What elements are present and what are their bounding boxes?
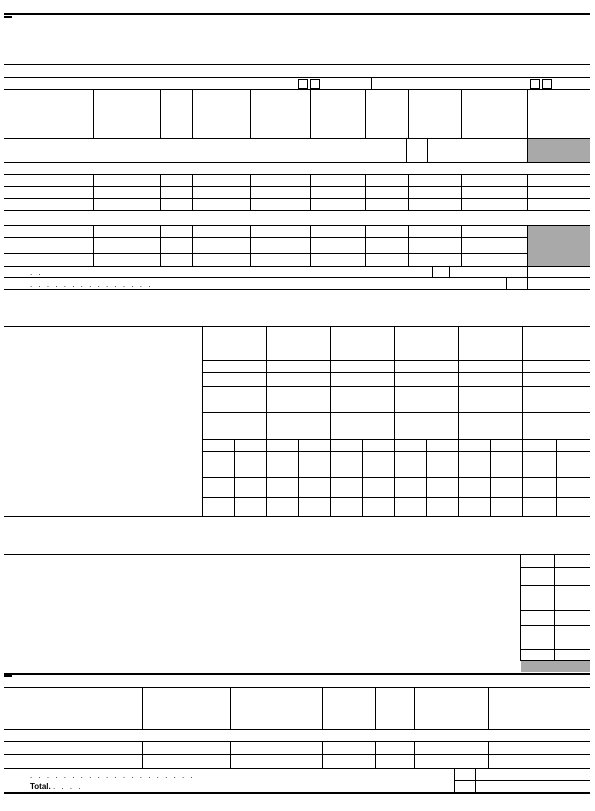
part-v-label [4, 16, 12, 18]
line-44-text: Total. . . . . [30, 782, 83, 791]
line-43-text: . . . . . . . . . . . . . . . . . . . . [30, 771, 195, 780]
q24b-no-checkbox[interactable] [542, 79, 552, 89]
line-28-text: . . [30, 268, 43, 277]
q24b-yes-checkbox[interactable] [530, 79, 540, 89]
part-vi-label [4, 675, 12, 677]
q24a-no-checkbox[interactable] [310, 79, 320, 89]
q24a-yes-checkbox[interactable] [298, 79, 308, 89]
line-29-text: . . . . . . . . . . . . . . . [30, 280, 153, 289]
